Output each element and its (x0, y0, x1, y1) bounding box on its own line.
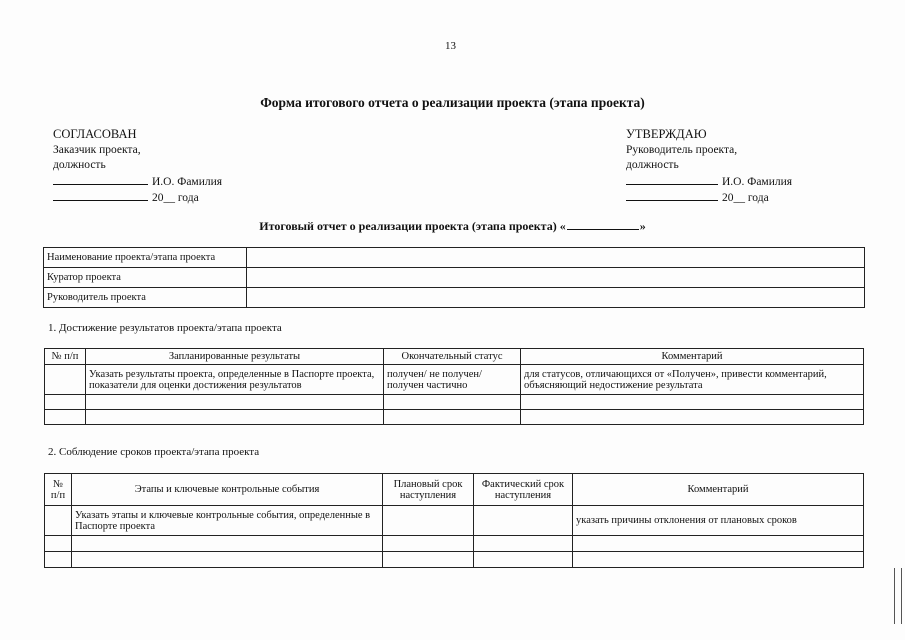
col-planned-header: Плановый срок наступления (383, 474, 474, 506)
approve-header: УТВЕРЖДАЮ (626, 127, 707, 141)
agreed-header: СОГЛАСОВАН (53, 127, 137, 141)
table-row (44, 288, 865, 308)
approve-date: 20__ года (722, 192, 769, 204)
date-line (626, 190, 718, 201)
empty-cell (573, 536, 864, 552)
info-value-cell (247, 268, 865, 288)
empty-cell (474, 552, 573, 568)
col-results-header: Запланированные результаты (86, 349, 384, 365)
agreed-role: Заказчик проекта, (53, 143, 141, 156)
col-number-header: № п/п (45, 474, 72, 506)
empty-cell (45, 552, 72, 568)
empty-cell (573, 552, 864, 568)
info-label: Куратор проекта (44, 268, 247, 288)
col-actual-header: Фактический срок наступления (474, 474, 573, 506)
approve-signature: И.О. Фамилия (722, 175, 793, 188)
report-title (0, 219, 905, 234)
table-row (44, 248, 865, 268)
cell-status: получен/ не получен/ получен частично (384, 365, 521, 395)
empty-cell (45, 410, 86, 425)
empty-cell (86, 395, 384, 410)
approve-position: должность (626, 159, 679, 171)
cell-comment: для статусов, отличающихся от «Получен», привести комментарий, объясняющий недостижение результата (521, 365, 864, 395)
empty-cell (474, 536, 573, 552)
table-row (45, 395, 864, 410)
approve-signature-row (626, 174, 792, 191)
empty-cell (521, 395, 864, 410)
approve-date-row (626, 190, 792, 207)
cell-number (45, 365, 86, 395)
table-row (45, 365, 864, 395)
report-title-suffix: » (639, 219, 646, 233)
empty-cell (383, 552, 474, 568)
table-row (45, 536, 864, 552)
cell-planned (383, 506, 474, 536)
report-stage-blank (567, 219, 639, 230)
info-value-cell (247, 288, 865, 308)
empty-cell (383, 536, 474, 552)
results-table (44, 348, 864, 425)
table-header-row (45, 474, 864, 506)
approve-block (626, 127, 792, 207)
agreed-date: 20__ года (152, 192, 199, 204)
page-title: Форма итогового отчета о реализации проекта (этапа проекта) (260, 95, 645, 110)
col-number-header: № п/п (45, 349, 86, 365)
agreed-position: должность (53, 159, 106, 171)
signature-line (53, 174, 148, 185)
agreed-signature-row (53, 174, 222, 191)
info-value-cell (247, 248, 865, 268)
project-info-table (43, 247, 865, 308)
empty-cell (521, 410, 864, 425)
agreed-block (53, 127, 222, 207)
date-line (53, 190, 148, 201)
empty-cell (45, 536, 72, 552)
empty-cell (45, 395, 86, 410)
empty-cell (86, 410, 384, 425)
empty-cell (384, 410, 521, 425)
page-number: 13 (445, 40, 456, 52)
section1-heading: 1. Достижение результатов проекта/этапа проекта (48, 322, 282, 334)
cell-results: Указать результаты проекта, определенные в Паспорте проекта, показатели для оценки достижения результатов (86, 365, 384, 395)
table-row (45, 410, 864, 425)
table-row (44, 268, 865, 288)
agreed-signature: И.О. Фамилия (152, 175, 223, 188)
col-comment-header: Комментарий (573, 474, 864, 506)
cell-stages: Указать этапы и ключевые контрольные события, определенные в Паспорте проекта (72, 506, 383, 536)
empty-cell (384, 395, 521, 410)
empty-cell (72, 536, 383, 552)
col-comment-header: Комментарий (521, 349, 864, 365)
agreed-date-row (53, 190, 222, 207)
cell-number (45, 506, 72, 536)
signature-line (626, 174, 718, 185)
table-row (45, 506, 864, 536)
cell-actual (474, 506, 573, 536)
scan-edge-mark (894, 568, 902, 624)
section2-heading: 2. Соблюдение сроков проекта/этапа проекта (48, 446, 260, 458)
table-header-row (45, 349, 864, 365)
table-row (45, 552, 864, 568)
info-label: Наименование проекта/этапа проекта (44, 248, 247, 268)
info-label: Руководитель проекта (44, 288, 247, 308)
approve-role: Руководитель проекта, (626, 143, 738, 156)
col-stages-header: Этапы и ключевые контрольные события (72, 474, 383, 506)
report-title-prefix: Итоговый отчет о реализации проекта (этапа проекта) « (259, 219, 566, 233)
timeline-table (44, 473, 864, 568)
cell-comment: указать причины отклонения от плановых сроков (573, 506, 864, 536)
empty-cell (72, 552, 383, 568)
col-status-header: Окончательный статус (384, 349, 521, 365)
